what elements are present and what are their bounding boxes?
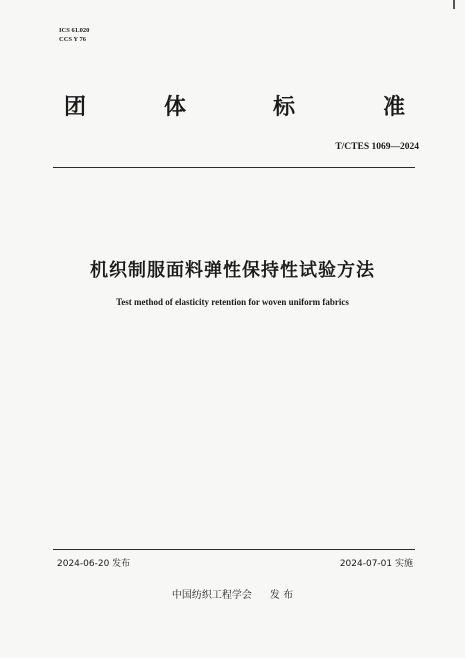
standard-type-char-3: 标	[273, 95, 296, 120]
title-chinese: 机织制服面料弹性保持性试验方法	[90, 260, 375, 281]
standard-type-char-2: 体	[164, 95, 187, 120]
publisher-line	[0, 586, 465, 601]
ics-code: ICS 61.020	[59, 27, 90, 34]
standard-type-heading	[0, 95, 465, 125]
issue-date: 2024-06-20 发布	[57, 559, 131, 569]
title-english: Test method of elasticity retention for woven uniform fabrics	[116, 297, 349, 307]
publisher-action: 发 布	[269, 590, 294, 601]
ccs-code: CCS Y 76	[59, 35, 86, 43]
classification-codes	[59, 27, 89, 44]
implement-date: 2024-07-01 实施	[339, 559, 413, 569]
standard-type-char-1: 团	[64, 95, 87, 120]
scan-edge-mark	[453, 0, 455, 9]
top-divider	[53, 167, 415, 168]
standard-number: T/CTES 1069—2024	[335, 142, 419, 152]
bottom-divider	[53, 549, 415, 550]
standard-type-char-4: 准	[383, 95, 406, 120]
publisher-name: 中国纺织工程学会	[171, 590, 252, 601]
